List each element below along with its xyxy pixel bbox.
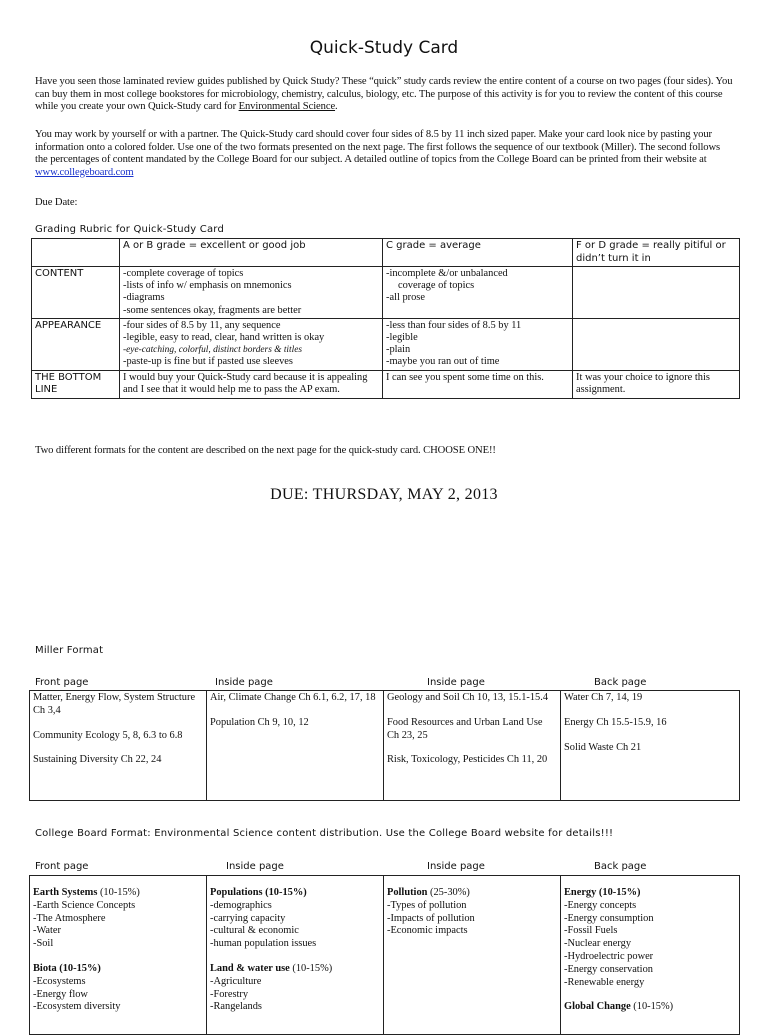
miller-entry: Water Ch 7, 14, 19 bbox=[564, 692, 643, 703]
grading-rubric-table bbox=[31, 238, 740, 399]
rubric-line: -four sides of 8.5 by 11, any sequence bbox=[123, 319, 281, 331]
miller-col-header: Front page bbox=[35, 677, 89, 688]
cb-item: -Energy consumption bbox=[564, 912, 654, 924]
rubric-line: -eye-catching, colorful, distinct borders & titles bbox=[123, 345, 303, 356]
cb-item: -cultural & economic bbox=[210, 925, 299, 937]
cb-topic: Land & water use (10-15%) bbox=[210, 962, 333, 974]
cb-item: -Rangelands bbox=[210, 1001, 262, 1013]
intro-paragraph-1: Have you seen those laminated review guides published by Quick Study? These “quick” study cards review the entire content of a course on two pages (four sides). You can buy them in most college bookstores for microbiology, chemistry, calculus, biology, etc. The purpose of this activity is for you to review the content of this course while you create your own Quick-Study card for Environmental Science. bbox=[35, 76, 733, 112]
intro-paragraph-2: You may work by yourself or with a partner. The Quick-Study card should cover four sides of 8.5 by 11 inch sized paper. Make your card look nice by pasting your information onto a colored folder. Use one of the two formats presented on the next page. The first follows the sequence of our textbook (Miller). The second follows the percentages of content mandated by the College Board for our subject. A detailed outline of topics from the College Board can be printed from their website at www.collegeboard.com bbox=[35, 129, 721, 178]
due-date-label: Due Date: bbox=[35, 197, 78, 208]
rubric-cell: It was your choice to ignore this assignment. bbox=[573, 370, 740, 398]
miller-col-header: Back page bbox=[594, 677, 647, 688]
miller-cell bbox=[384, 691, 561, 801]
rubric-line: -all prose bbox=[386, 292, 425, 304]
rubric-header-cell: F or D grade = really pitiful or didn’t turn it in bbox=[573, 239, 740, 267]
rubric-row-label: THE BOTTOM LINE bbox=[32, 370, 120, 398]
rubric-cell bbox=[383, 318, 573, 370]
rubric-row-content bbox=[32, 267, 740, 319]
formats-note: Two different formats for the content are described on the next page for the quick-study card. CHOOSE ONE!! bbox=[35, 445, 496, 456]
miller-cell bbox=[561, 691, 740, 801]
rubric-row-appearance bbox=[32, 318, 740, 370]
college-board-caption: College Board Format: Environmental Science content distribution. Use the College Board website for details!!! bbox=[35, 828, 614, 839]
miller-caption: Miller Format bbox=[35, 645, 104, 656]
rubric-cell: I can see you spent some time on this. bbox=[383, 370, 573, 398]
miller-cell bbox=[30, 691, 207, 801]
rubric-line: -legible, easy to read, clear, hand written is okay bbox=[123, 332, 325, 344]
cb-topic: Pollution (25-30%) bbox=[387, 887, 470, 898]
miller-cell bbox=[207, 691, 384, 801]
cb-cell bbox=[207, 876, 384, 1035]
cb-item: -Nuclear energy bbox=[564, 938, 632, 950]
cb-topic: Earth Systems (10-15%) bbox=[33, 887, 140, 898]
rubric-row-label: APPEARANCE bbox=[32, 318, 120, 370]
miller-entry: Population Ch 9, 10, 12 bbox=[210, 716, 309, 728]
rubric-caption: Grading Rubric for Quick-Study Card bbox=[35, 224, 224, 235]
cb-item: -Types of pollution bbox=[387, 899, 467, 911]
cb-col-header: Inside page bbox=[427, 861, 485, 872]
rubric-row-label: CONTENT bbox=[32, 267, 120, 319]
cb-cell bbox=[561, 876, 740, 1035]
miller-entry: Solid Waste Ch 21 bbox=[564, 741, 642, 753]
cb-item: -Water bbox=[33, 925, 62, 937]
cb-cell bbox=[30, 876, 207, 1035]
rubric-cell bbox=[120, 267, 383, 319]
rubric-line: -maybe you ran out of time bbox=[386, 356, 500, 368]
college-board-table bbox=[29, 875, 740, 1035]
cb-topic: Global Change (10-15%) bbox=[564, 1001, 674, 1013]
rubric-line: -some sentences okay, fragments are better bbox=[123, 304, 302, 316]
cb-item: -Ecosystem diversity bbox=[33, 1001, 121, 1013]
rubric-cell bbox=[573, 267, 740, 319]
subject-name: Environmental Science bbox=[238, 101, 336, 112]
rubric-header-cell: C grade = average bbox=[383, 239, 573, 267]
miller-entry: Community Ecology 5, 8, 6.3 to 6.8 bbox=[33, 729, 183, 741]
cb-item: -Impacts of pollution bbox=[387, 912, 475, 924]
rubric-line: -plain bbox=[386, 344, 411, 356]
rubric-line: -legible bbox=[386, 332, 418, 344]
page-title: Quick-Study Card bbox=[309, 38, 459, 58]
due-banner: DUE: THURSDAY, MAY 2, 2013 bbox=[270, 486, 498, 503]
cb-topic: Energy (10-15%) bbox=[564, 887, 641, 898]
rubric-line: -paste-up is fine but if pasted use sleeves bbox=[123, 356, 293, 368]
cb-item: -Ecosystems bbox=[33, 975, 86, 987]
cb-item: -Soil bbox=[33, 938, 54, 950]
rubric-header-cell: A or B grade = excellent or good job bbox=[120, 239, 383, 267]
rubric-line: -complete coverage of topics bbox=[123, 268, 244, 279]
rubric-cell bbox=[120, 318, 383, 370]
cb-item: -Hydroelectric power bbox=[564, 950, 654, 962]
cb-topic: Biota (10-15%) bbox=[33, 962, 101, 974]
cb-item: -human population issues bbox=[210, 938, 317, 950]
cb-item: -Forestry bbox=[210, 988, 249, 1000]
rubric-header-cell bbox=[32, 239, 120, 267]
rubric-line: -less than four sides of 8.5 by 11 bbox=[386, 319, 522, 331]
miller-entry: Risk, Toxicology, Pesticides Ch 11, 20 bbox=[387, 754, 548, 766]
miller-entry: Sustaining Diversity Ch 22, 24 bbox=[33, 754, 162, 766]
rubric-line: -diagrams bbox=[123, 292, 165, 304]
cb-item: -Earth Science Concepts bbox=[33, 899, 136, 911]
cb-topic: Populations (10-15%) bbox=[210, 887, 307, 898]
rubric-cell bbox=[573, 318, 740, 370]
rubric-row-bottom-line bbox=[32, 370, 740, 398]
rubric-line: -incomplete &/or unbalanced bbox=[386, 268, 508, 279]
cb-item: -Fossil Fuels bbox=[564, 925, 618, 937]
miller-row bbox=[30, 691, 740, 801]
cb-col-header: Inside page bbox=[226, 861, 284, 872]
miller-entry: Matter, Energy Flow, System Structure Ch 3,4 bbox=[33, 692, 196, 716]
cb-cell bbox=[384, 876, 561, 1035]
miller-format-table bbox=[29, 690, 740, 801]
cb-row bbox=[30, 876, 740, 1035]
miller-col-header: Inside page bbox=[215, 677, 273, 688]
collegeboard-link[interactable]: www.collegeboard.com bbox=[35, 166, 134, 178]
rubric-line: -lists of info w/ emphasis on mnemonics bbox=[123, 280, 292, 292]
miller-entry: Geology and Soil Ch 10, 13, 15.1-15.4 bbox=[387, 692, 549, 703]
miller-entry: Food Resources and Urban Land Use Ch 23, 25 bbox=[387, 716, 543, 741]
cb-item: -Agriculture bbox=[210, 975, 262, 987]
cb-item: -Economic impacts bbox=[387, 925, 468, 937]
cb-col-header: Back page bbox=[594, 861, 647, 872]
rubric-cell bbox=[383, 267, 573, 319]
rubric-header-row bbox=[32, 239, 740, 267]
miller-entry: Air, Climate Change Ch 6.1, 6.2, 17, 18 bbox=[210, 692, 376, 703]
cb-item: -carrying capacity bbox=[210, 912, 286, 924]
cb-item: -Energy conservation bbox=[564, 963, 653, 975]
cb-item: -Energy flow bbox=[33, 988, 88, 1000]
rubric-cell: I would buy your Quick-Study card because it is appealing and I see that it would help me to pass the AP exam. bbox=[120, 370, 383, 398]
cb-col-header: Front page bbox=[35, 861, 89, 872]
cb-item: -The Atmosphere bbox=[33, 912, 106, 924]
rubric-line: coverage of topics bbox=[398, 280, 475, 292]
cb-item: -demographics bbox=[210, 899, 272, 911]
cb-item: -Energy concepts bbox=[564, 899, 637, 911]
miller-col-header: Inside page bbox=[427, 677, 485, 688]
cb-item: -Renewable energy bbox=[564, 976, 645, 988]
miller-entry: Energy Ch 15.5-15.9, 16 bbox=[564, 716, 667, 728]
